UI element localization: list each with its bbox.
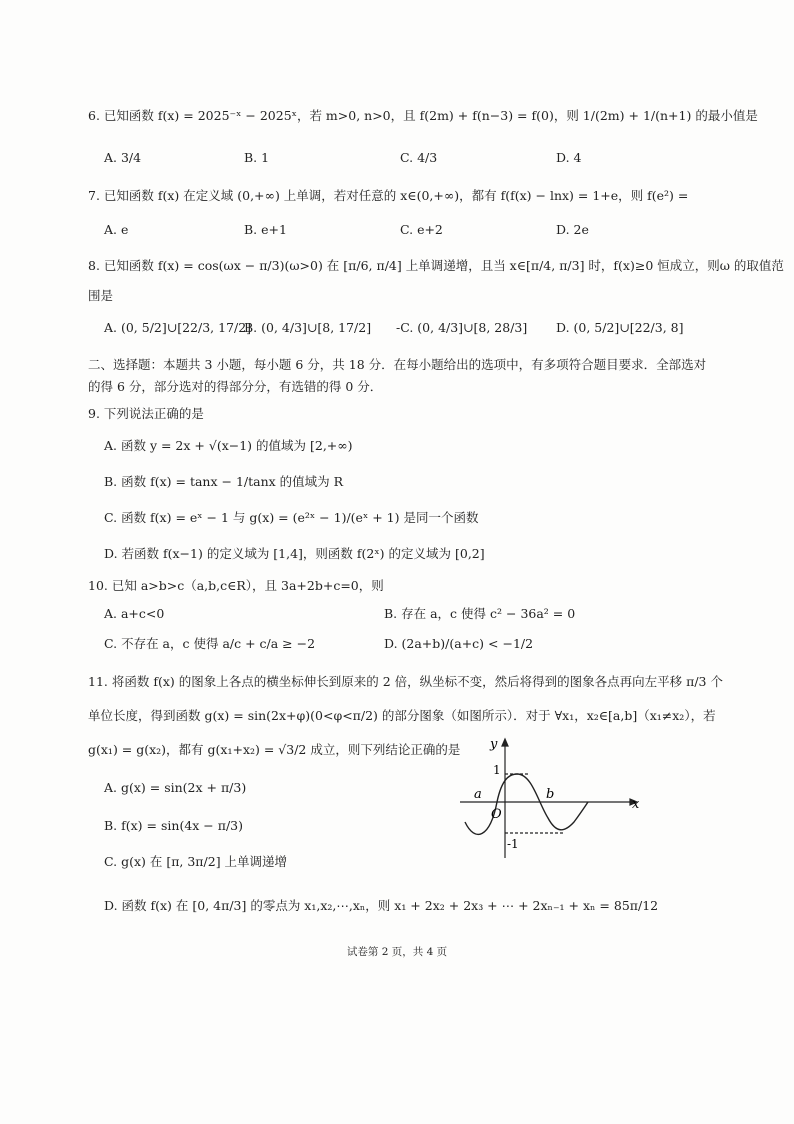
- q11-stem-line1: 11. 将函数 f(x) 的图象上各点的横坐标伸长到原来的 2 倍，纵坐标不变，然后将得到的图象各点再向左平移 π/3 个: [88, 674, 723, 689]
- q8-stem: 8. 已知函数 f(x) = cos(ωx − π/3)(ω>0) 在 [π/6, π/4] 上单调递增，且当 x∈[π/4, π/3] 时，f(x)≥0 恒成立，则ω 的取值范: [88, 258, 784, 273]
- q6-option-c: C. 4/3: [400, 150, 438, 165]
- q6-option-b: B. 1: [244, 150, 270, 165]
- q8-option-b: B. (0, 4/3]∪[8, 17/2]: [244, 320, 372, 335]
- q11-stem-line3: g(x₁) = g(x₂)，都有 g(x₁+x₂) = √3/2 成立，则下列结论正确的是: [88, 742, 461, 757]
- q9-option-b: B. 函数 f(x) = tanx − 1/tanx 的值域为 R: [104, 474, 344, 489]
- q11-option-a: A. g(x) = sin(2x + π/3): [104, 780, 247, 795]
- q8-option-c: -C. (0, 4/3]∪[8, 28/3]: [396, 320, 528, 335]
- q11-option-d: D. 函数 f(x) 在 [0, 4π/3] 的零点为 x₁,x₂,⋯,xₙ，则 x₁ + 2x₂ + 2x₃ + ⋯ + 2xₙ₋₁ + xₙ = 85π/12: [104, 898, 659, 913]
- q9-option-d: D. 若函数 f(x−1) 的定义域为 [1,4]，则函数 f(2ˣ) 的定义域为 [0,2]: [104, 546, 485, 561]
- x-label: x: [632, 797, 640, 812]
- b-label: b: [546, 787, 555, 802]
- origin-label: O: [491, 807, 502, 822]
- q8-option-d: D. (0, 5/2]∪[22/3, 8]: [556, 320, 684, 335]
- q9-option-c: C. 函数 f(x) = eˣ − 1 与 g(x) = (e²ˣ − 1)/(eˣ + 1) 是同一个函数: [104, 510, 479, 525]
- q10-option-b: B. 存在 a，c 使得 c² − 36a² = 0: [384, 606, 576, 621]
- sine-graph: [460, 738, 640, 868]
- q6-option-a: A. 3/4: [104, 150, 142, 165]
- q10-option-d: D. (2a+b)/(a+c) < −1/2: [384, 636, 534, 651]
- q10-option-c: C. 不存在 a，c 使得 a/c + c/a ≥ −2: [104, 636, 316, 651]
- q7-option-b: B. e+1: [244, 222, 287, 237]
- section2-heading: 二、选择题：本题共 3 小题，每小题 6 分，共 18 分．在每小题给出的选项中，有多项符合题目要求．全部选对的得 6 分，部分选对的得部分分，有选错的得 0 分．: [88, 357, 707, 394]
- q9-option-a: A. 函数 y = 2x + √(x−1) 的值域为 [2,+∞): [104, 438, 353, 453]
- q9-stem: 9. 下列说法正确的是: [88, 406, 204, 421]
- neg-one-label: -1: [507, 837, 519, 851]
- one-label: 1: [493, 763, 501, 777]
- q8-stem-cont: 围是: [88, 288, 114, 303]
- q7-option-c: C. e+2: [400, 222, 443, 237]
- q6-option-d: D. 4: [556, 150, 582, 165]
- q11-option-b: B. f(x) = sin(4x − π/3): [104, 818, 244, 833]
- y-axis-arrow: [502, 739, 508, 746]
- y-label: y: [490, 737, 498, 752]
- q7-option-d: D. 2e: [556, 222, 589, 237]
- q11-stem-line2: 单位长度，得到函数 g(x) = sin(2x+φ)(0<φ<π/2) 的部分图象（如图所示）．对于 ∀x₁，x₂∈[a,b]（x₁≠x₂），若: [88, 708, 716, 723]
- sine-curve: [465, 774, 588, 834]
- q8-option-a: A. (0, 5/2]∪[22/3, 17/2]: [104, 320, 252, 335]
- q10-option-a: A. a+c<0: [104, 606, 165, 621]
- a-label: a: [474, 787, 482, 802]
- q10-stem: 10. 已知 a>b>c（a,b,c∈R），且 3a+2b+c=0，则: [88, 578, 384, 593]
- page-footer: 试卷第 2 页，共 4 页: [346, 946, 448, 958]
- q6-stem: 6. 已知函数 f(x) = 2025⁻ˣ − 2025ˣ，若 m>0, n>0，且 f(2m) + f(n−3) = f(0)，则 1/(2m) + 1/(n+1) 的最小值是: [88, 108, 758, 123]
- q7-stem: 7. 已知函数 f(x) 在定义域 (0,+∞) 上单调，若对任意的 x∈(0,+∞)，都有 f(f(x) − lnx) = 1+e，则 f(e²) =: [88, 188, 689, 203]
- q11-option-c: C. g(x) 在 [π, 3π/2] 上单调递增: [104, 854, 288, 869]
- q7-option-a: A. e: [104, 222, 129, 237]
